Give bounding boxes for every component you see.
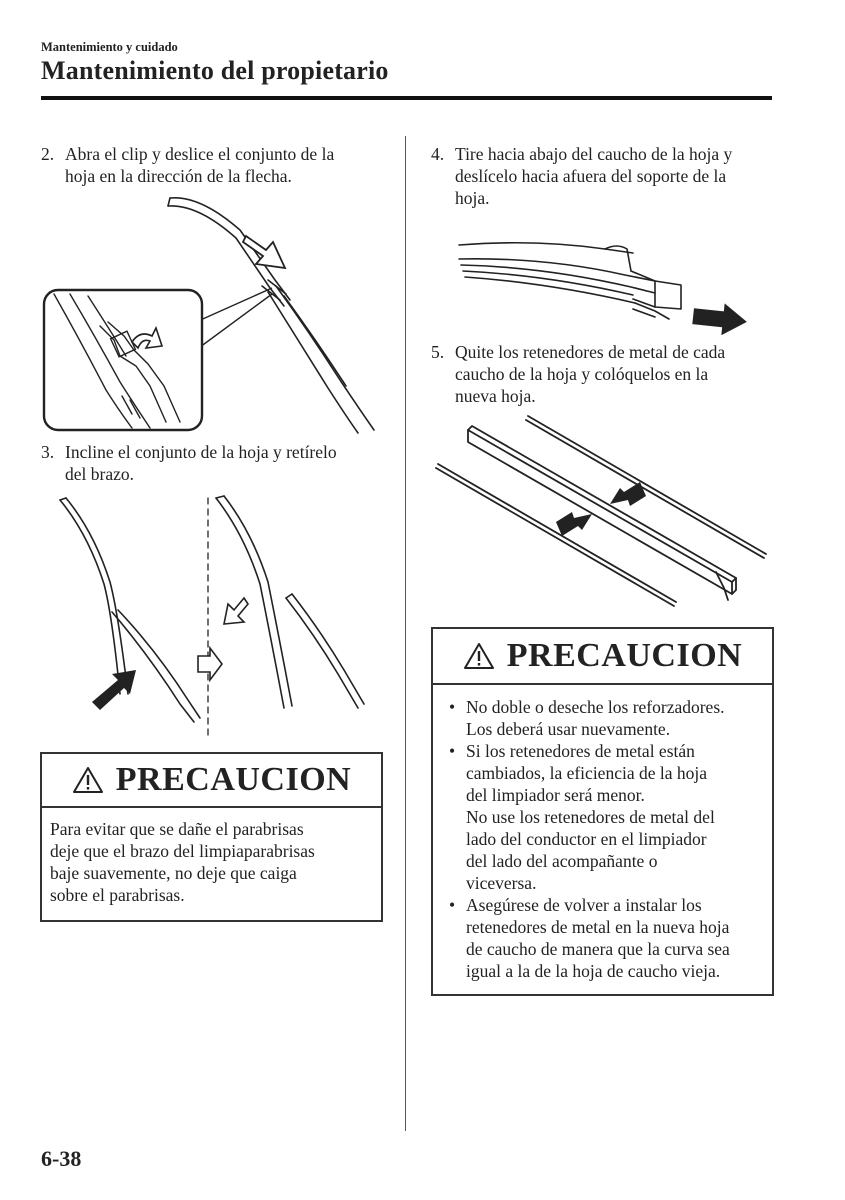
page-number: 6-38 bbox=[41, 1146, 82, 1171]
caution-header bbox=[433, 629, 772, 685]
bullet-marker: • bbox=[449, 697, 456, 717]
step-line: del brazo. bbox=[65, 464, 134, 484]
figure-remove-blade bbox=[48, 494, 378, 739]
caution-line: igual a la de la hoja de caucho vieja. bbox=[466, 961, 721, 981]
caution-title: PRECAUCION bbox=[115, 761, 352, 798]
caution-line: retenedores de metal en la nueva hoja bbox=[466, 917, 730, 937]
step-line: Quite los retenedores de metal de cada bbox=[455, 342, 726, 362]
detail-callout bbox=[44, 290, 202, 430]
arrow-icon bbox=[243, 236, 285, 268]
caution-line: Los deberá usar nuevamente. bbox=[466, 719, 671, 739]
header-rule bbox=[41, 96, 772, 100]
arrow-icon bbox=[556, 512, 592, 536]
caution-line: del lado del acompañante o bbox=[466, 851, 658, 871]
section-label: Mantenimiento y cuidado bbox=[41, 40, 178, 54]
caution-box bbox=[40, 752, 383, 922]
step-line: Incline el conjunto de la hoja y retírelo bbox=[65, 442, 337, 462]
figure-metal-retainers bbox=[432, 412, 772, 612]
step-number: 5. bbox=[431, 342, 445, 362]
arrow-icon bbox=[610, 482, 646, 506]
caution-line: sobre el parabrisas. bbox=[50, 885, 185, 905]
caution-line: lado del conductor en el limpiador bbox=[466, 829, 707, 849]
step-line: deslícelo hacia afuera del soporte de la bbox=[455, 166, 727, 186]
caution-header bbox=[42, 754, 381, 808]
caution-line: cambiados, la eficiencia de la hoja bbox=[466, 763, 707, 783]
bullet-marker: • bbox=[449, 895, 456, 915]
figure-open-clip bbox=[40, 190, 385, 435]
caution-bullet bbox=[449, 696, 762, 740]
arrow-icon bbox=[224, 598, 248, 624]
caution-line: deje que el brazo del limpiaparabrisas bbox=[50, 841, 315, 861]
caution-bullet bbox=[449, 740, 762, 894]
step-number: 3. bbox=[41, 442, 55, 462]
step-number: 2. bbox=[41, 144, 55, 164]
caution-line: Si los retenedores de metal están bbox=[466, 741, 695, 761]
caution-line: viceversa. bbox=[466, 873, 537, 893]
caution-line: baje suavemente, no deje que caiga bbox=[50, 863, 297, 883]
step-number: 4. bbox=[431, 144, 445, 164]
page-title: Mantenimiento del propietario bbox=[41, 56, 389, 85]
caution-line: Asegúrese de volver a instalar los bbox=[466, 895, 702, 915]
caution-line: de caucho de manera que la curva sea bbox=[466, 939, 730, 959]
warning-triangle-icon bbox=[463, 642, 495, 670]
step-line: hoja en la dirección de la flecha. bbox=[65, 166, 292, 186]
arrow-icon bbox=[198, 648, 222, 680]
arrow-icon bbox=[92, 670, 136, 710]
step-5 bbox=[431, 341, 776, 409]
step-3 bbox=[41, 441, 381, 487]
caution-body bbox=[42, 808, 381, 906]
step-line: Abra el clip y deslice el conjunto de la bbox=[65, 144, 335, 164]
step-text bbox=[65, 441, 337, 485]
caution-line: Para evitar que se dañe el parabrisas bbox=[50, 819, 304, 839]
caution-line: No doble o deseche los reforzadores. bbox=[466, 697, 725, 717]
caution-line: No use los retenedores de metal del bbox=[466, 807, 715, 827]
step-4 bbox=[431, 143, 776, 211]
caution-box bbox=[431, 627, 774, 996]
step-text bbox=[455, 341, 725, 407]
figure-pull-rubber bbox=[455, 215, 755, 335]
bullet-marker: • bbox=[449, 741, 456, 761]
step-text bbox=[455, 143, 732, 209]
step-line: caucho de la hoja y colóquelos en la bbox=[455, 364, 709, 384]
caution-line: del limpiador será menor. bbox=[466, 785, 645, 805]
column-divider bbox=[405, 136, 406, 1131]
warning-triangle-icon bbox=[72, 766, 104, 794]
step-line: Tire hacia abajo del caucho de la hoja y bbox=[455, 144, 733, 164]
step-text bbox=[65, 143, 334, 187]
caution-title: PRECAUCION bbox=[506, 637, 743, 674]
caution-body bbox=[433, 685, 772, 982]
step-2 bbox=[41, 143, 381, 189]
step-line: hoja. bbox=[455, 188, 490, 208]
caution-bullet bbox=[449, 894, 762, 982]
step-line: nueva hoja. bbox=[455, 386, 536, 406]
arrow-icon bbox=[691, 300, 748, 335]
